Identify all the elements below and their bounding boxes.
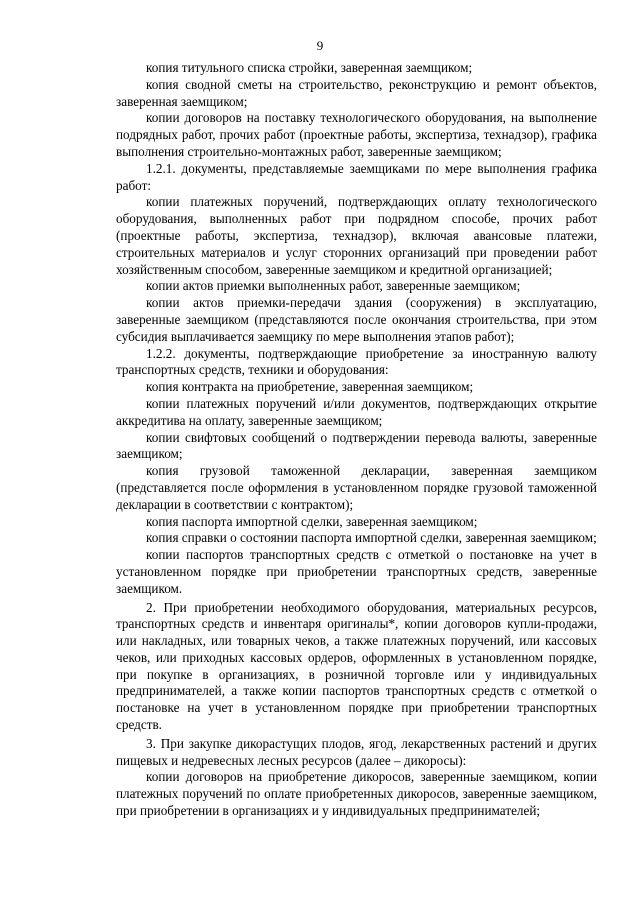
- paragraph: копии актов приемки-передачи здания (сооружения) в эксплуатацию, заверенные заемщиком (представляются после окончания строительства, при этом субсидия выплачивается заемщику по мере выполнения этапов работ);: [116, 295, 597, 344]
- paragraph: копия справки о состоянии паспорта импортной сделки, заверенная заемщиком;: [146, 530, 597, 546]
- page-number: 9: [316, 38, 324, 53]
- paragraph: копии договоров на приобретение дикоросов, заверенные заемщиком, копии платежных поручений по оплате приобретенных дикоросов, заверенные заемщиком, при приобретении в организациях и у индивидуальных предпринимателей;: [116, 769, 597, 819]
- paragraph: 3. При закупке дикорастущих плодов, ягод, лекарственных растений и других пищевых и недревесных лесных ресурсов (далее – дикоросы):: [116, 735, 597, 768]
- paragraph: копии договоров на поставку технологического оборудования, на выполнение подрядных работ, прочих работ (проектные работы, экспертиза, технадзор), графика выполнения строительно-монтажных работ, заверенные заемщиком;: [116, 110, 597, 159]
- paragraph: копии свифтовых сообщений о подтверждении перевода валюты, заверенные заемщиком;: [116, 429, 597, 462]
- paragraph: копия контракта на приобретение, заверенная заемщиком;: [146, 379, 474, 395]
- paragraph: копия грузовой таможенной декларации, заверенная заемщиком (представляется после оформления в установленном порядке грузовой таможенной декларации в соответствии с контрактом);: [116, 463, 597, 512]
- paragraph: копии паспортов транспортных средств с отметкой о постановке на учет в установленном порядке при приобретении транспортных средств, заверенные заемщиком.: [116, 547, 597, 596]
- paragraph: копия сводной сметы на строительство, реконструкцию и ремонт объектов, заверенная заемщиком;: [116, 76, 597, 109]
- paragraph: копия титульного списка стройки, заверенная заемщиком;: [146, 60, 473, 75]
- paragraph: 1.2.1. документы, представляемые заемщиками по мере выполнения графика работ:: [116, 160, 597, 193]
- document-body: [116, 60, 597, 820]
- paragraph: 2. При приобретении необходимого оборудования, материальных ресурсов, транспортных средств и инвентаря оригиналы*, копии договоров купли-продажи, или накладных, или товарных чеков, а также платежных поручений, или кассовых чеков, или приходных кассовых ордеров, оформленных в установленном порядке, при покупке в организациях, в розничной торговле или у индивидуальных предпринимателей, а также копии паспортов транспортных средств с отметкой о постановке на учет в установленном порядке при приобретении транспортных средств.: [116, 599, 597, 733]
- paragraph: 1.2.2. документы, подтверждающие приобретение за иностранную валюту транспортных средств, техники и оборудования:: [116, 345, 597, 378]
- paragraph: копия паспорта импортной сделки, заверенная заемщиком;: [146, 513, 478, 529]
- paragraph: копии платежных поручений и/или документов, подтверждающих открытие аккредитива на оплату, заверенные заемщиком;: [116, 395, 597, 428]
- paragraph: копии платежных поручений, подтверждающих оплату технологического оборудования, выполненных работ при подрядном способе, прочих работ (проектные работы, экспертиза, технадзор), включая авансовые платежи, строительных материалов и услуг сторонних организаций при проведении работ хозяйственным способом, заверенные заемщиком и кредитной организацией;: [116, 194, 597, 277]
- paragraph: копии актов приемки выполненных работ, заверенные заемщиком;: [146, 278, 521, 294]
